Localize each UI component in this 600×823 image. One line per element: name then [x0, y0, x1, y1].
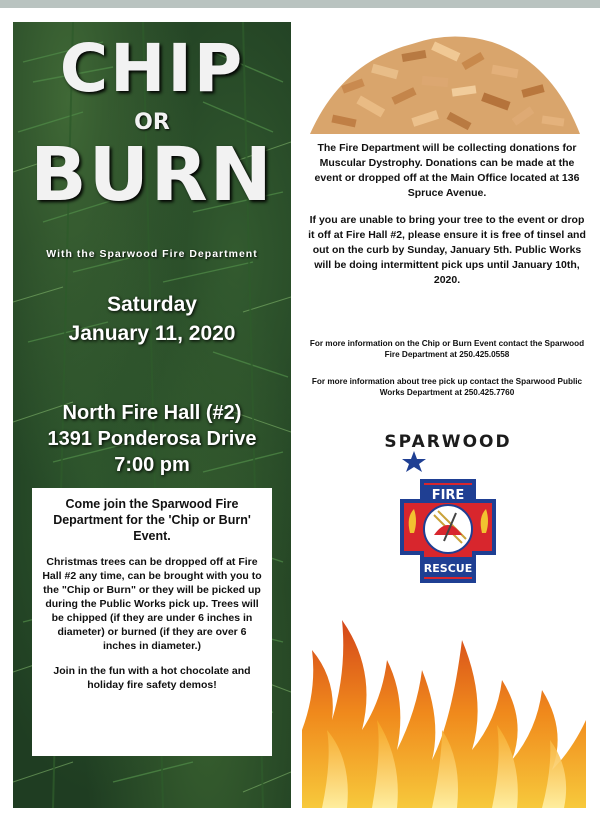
- venue-time: 7:00 pm: [114, 454, 190, 476]
- event-date: [13, 290, 291, 348]
- contact-fire-text: For more information on the Chip or Burn Event contact the Sparwood Fire Department at 250.425.0558: [309, 339, 585, 359]
- top-border: [0, 0, 600, 8]
- date-full: January 11, 2020: [68, 322, 236, 345]
- title-burn: BURN: [30, 132, 274, 218]
- venue-address: 1391 Ponderosa Drive: [47, 428, 257, 450]
- info-box-body: Christmas trees can be dropped off at Fire Hall #2 any time, can be brought with you to the "Chip or Burn" or they will be picked up during the Public Works pick up. Trees will be chipped (if they are under 6 inches in diameter) or burned (if they are over 6 inches in diameter.): [42, 556, 262, 652]
- star-icon: [402, 451, 426, 472]
- donations-text: The Fire Department will be collecting donations for Muscular Dystrophy. Donations can be made at the event or dropped off at the Main Office located at 136 Spruce Avenue.: [314, 142, 580, 199]
- contact-works-text: For more information about tree pick up contact the Sparwood Public Works Department at 250.425.7760: [311, 377, 583, 397]
- date-day: Saturday: [107, 293, 197, 316]
- logo-rescue-text: RESCUE: [423, 562, 473, 575]
- logo-fire-text: FIRE: [431, 488, 465, 503]
- logo-wordmark: SPARWOOD: [384, 432, 512, 452]
- subtitle: With the Sparwood Fire Department: [46, 248, 258, 260]
- info-box-heading: Come join the Sparwood Fire Department for the 'Chip or Burn' Event.: [53, 497, 251, 543]
- wood-chips-image: [302, 22, 586, 134]
- event-venue: [13, 400, 291, 478]
- info-box-footer: Join in the fun with a hot chocolate and holiday fire safety demos!: [53, 665, 251, 691]
- info-box: [32, 488, 272, 756]
- flames-image: [302, 610, 586, 808]
- title-chip: CHIP: [59, 30, 245, 107]
- sparwood-fire-rescue-logo: [348, 437, 548, 607]
- venue-name: North Fire Hall (#2): [62, 402, 242, 424]
- title-or: OR: [134, 110, 170, 135]
- pine-panel: [13, 22, 291, 808]
- pickup-text: If you are unable to bring your tree to the event or drop it off at Fire Hall #2, please ensure it is free of tinsel and out on the curb by Sunday, January 5th. Public Works will be doing intermittent pick ups until January 10th, 2020.: [308, 214, 586, 286]
